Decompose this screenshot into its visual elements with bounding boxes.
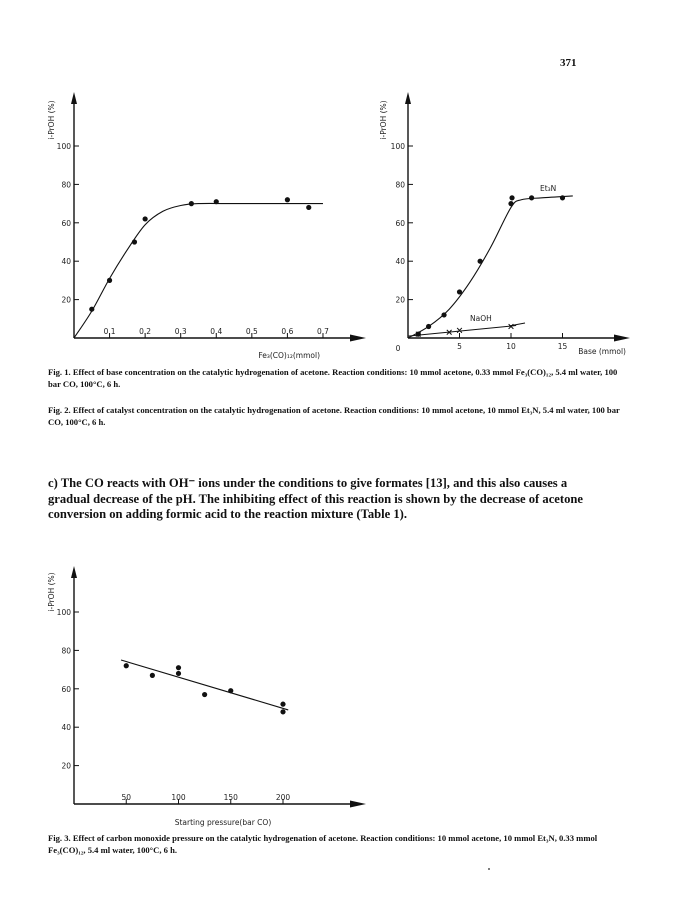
x-tick-label: 0.6 bbox=[281, 327, 294, 336]
y-axis-arrow-icon bbox=[71, 566, 77, 578]
y-tick-label: 80 bbox=[61, 180, 71, 190]
caption-text: Effect of catalyst concentration on the catalytic hydrogenation of acetone. Reaction conditions: 10 mmol acetone, 10 mmol Et₃N, 5.4 ml water, 100 bar CO, 100°C, 6 h. bbox=[48, 405, 620, 427]
y-tick-label: 60 bbox=[61, 684, 71, 694]
x-tick-label: 0.3 bbox=[174, 327, 187, 336]
y-axis-arrow-icon bbox=[71, 92, 77, 104]
x-axis-arrow-icon bbox=[350, 335, 366, 342]
et3n-data-point bbox=[478, 259, 483, 264]
page-number: 371 bbox=[560, 57, 577, 69]
x-tick-label: 10 bbox=[506, 342, 516, 351]
fig1-caption bbox=[48, 367, 628, 390]
caption-prefix: Fig. 3. bbox=[48, 833, 73, 843]
x-tick-label: 15 bbox=[557, 342, 568, 351]
x-tick-label: 0.4 bbox=[210, 327, 223, 336]
x-axis-label: Starting pressure(bar CO) bbox=[174, 818, 272, 827]
y-tick-label: 60 bbox=[61, 218, 71, 228]
data-point bbox=[124, 663, 129, 668]
data-point bbox=[189, 201, 194, 206]
base-concentration-chart bbox=[368, 88, 638, 363]
caption-text: Effect of carbon monoxide pressure on the catalytic hydrogenation of acetone. Reaction conditions: 10 mmol acetone, 10 mmol Et₃N, 0.33 mmol Fe₃(CO)₁₂, 5.4 ml water, 100°C, 6 h. bbox=[48, 833, 598, 855]
y-tick-label: 20 bbox=[61, 295, 71, 305]
et3n-data-point bbox=[509, 195, 514, 200]
stray-mark bbox=[488, 868, 490, 870]
series-label-naoh: NaOH bbox=[470, 314, 492, 323]
data-point bbox=[280, 709, 285, 714]
y-axis-arrow-icon bbox=[405, 92, 411, 104]
data-point bbox=[214, 199, 219, 204]
data-point bbox=[107, 278, 112, 283]
data-point bbox=[176, 671, 181, 676]
x-tick-label: 0.7 bbox=[317, 327, 329, 336]
fit-line bbox=[121, 660, 288, 710]
y-tick-label: 20 bbox=[61, 761, 71, 771]
data-point bbox=[285, 197, 290, 202]
x-tick-label: 150 bbox=[223, 793, 238, 802]
et3n-data-point bbox=[426, 324, 431, 329]
y-tick-label: 100 bbox=[390, 142, 405, 151]
data-point bbox=[176, 665, 181, 670]
x-axis-arrow-icon bbox=[614, 335, 630, 342]
y-axis-label: i-PrOH (%) bbox=[379, 100, 388, 140]
series-label-et3n: Et₃N bbox=[540, 184, 557, 193]
naoh-fit-curve bbox=[408, 326, 516, 337]
y-tick-label: 40 bbox=[395, 257, 405, 267]
et3n-data-point bbox=[508, 201, 513, 206]
y-tick-label: 80 bbox=[395, 180, 405, 190]
data-point bbox=[202, 692, 207, 697]
et3n-data-point bbox=[560, 195, 565, 200]
y-tick-label: 100 bbox=[56, 608, 71, 617]
catalyst-concentration-chart bbox=[40, 88, 370, 363]
y-tick-label: 100 bbox=[56, 142, 71, 151]
origin-label: 0 bbox=[395, 344, 401, 353]
y-tick-label: 60 bbox=[395, 218, 405, 228]
caption-text: Effect of base concentration on the catalytic hydrogenation of acetone. Reaction conditions: 10 mmol acetone, 0.33 mmol Fe₃(CO)₁₂, 5.4 ml water, 100 bar CO, 100°C, 6 h. bbox=[48, 367, 618, 389]
y-tick-label: 40 bbox=[61, 723, 71, 733]
fig2-caption bbox=[48, 405, 628, 428]
co-pressure-chart bbox=[40, 562, 370, 827]
x-tick-label: 0.5 bbox=[245, 327, 258, 336]
caption-prefix: Fig. 2. bbox=[48, 405, 73, 415]
naoh-data-point bbox=[457, 328, 462, 333]
data-point bbox=[280, 702, 285, 707]
y-tick-label: 20 bbox=[395, 295, 405, 305]
data-point bbox=[143, 216, 148, 221]
et3n-data-point bbox=[529, 195, 534, 200]
et3n-data-point bbox=[457, 289, 462, 294]
y-tick-label: 40 bbox=[61, 257, 71, 267]
data-point bbox=[132, 239, 137, 244]
body-paragraph: c) The CO reacts with OH⁻ ions under the conditions to give formates [13], and this also causes a gradual decrease of the pH. The inhibiting effect of this reaction is shown by the decrease of acetone conversion on adding formic acid to the reaction mixture (Table 1). bbox=[48, 476, 583, 522]
x-tick-label: 5 bbox=[457, 342, 462, 351]
et3n-data-point bbox=[441, 312, 446, 317]
data-point bbox=[89, 307, 94, 312]
fig3-caption bbox=[48, 833, 628, 856]
x-tick-label: 100 bbox=[171, 793, 186, 802]
y-axis-label: i-PrOH (%) bbox=[47, 572, 56, 612]
x-tick-label: 50 bbox=[121, 793, 132, 802]
x-tick-label: 0.2 bbox=[139, 327, 152, 336]
data-point bbox=[306, 205, 311, 210]
x-axis-label: Base (mmol) bbox=[578, 347, 626, 356]
x-tick-label: 200 bbox=[275, 793, 291, 802]
y-axis-label: i-PrOH (%) bbox=[47, 100, 56, 140]
x-tick-label: 0.1 bbox=[103, 327, 116, 336]
x-axis-arrow-icon bbox=[350, 801, 366, 808]
fit-curve bbox=[74, 203, 323, 338]
data-point bbox=[228, 688, 233, 693]
x-axis-label: Fe₃(CO)₁₂(mmol) bbox=[258, 351, 320, 360]
data-point bbox=[150, 673, 155, 678]
caption-prefix: Fig. 1. bbox=[48, 367, 73, 377]
y-tick-label: 80 bbox=[61, 646, 71, 656]
